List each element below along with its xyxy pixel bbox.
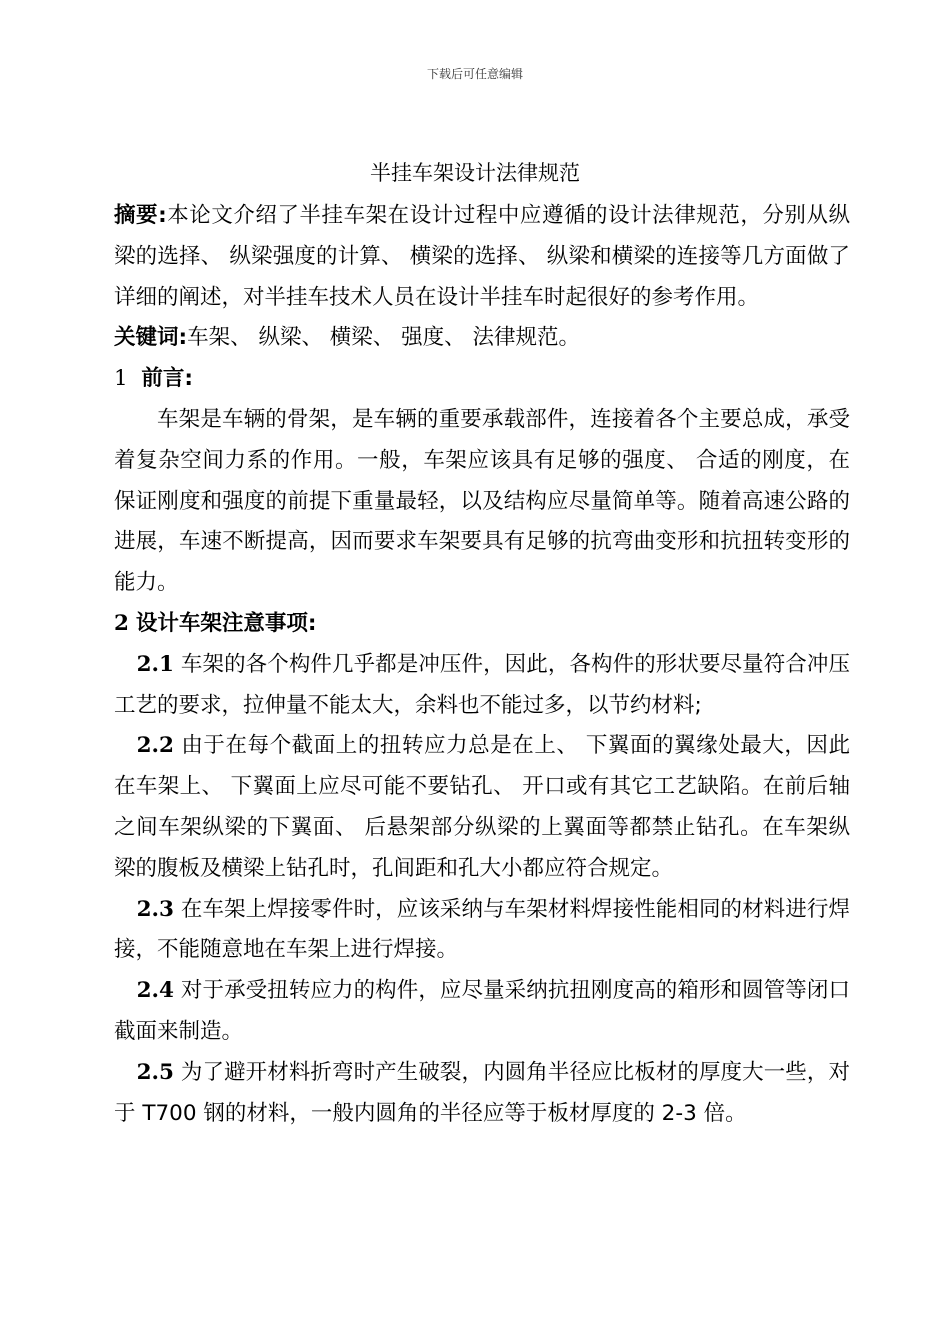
list-item-2-2 [114,726,850,889]
keywords-label: 关键词: [114,325,188,351]
item-text: 在车架上焊接零件时，应该采纳与车架材料焊接性能相同的材料进行焊接，不能随意地在车架上进行焊接。 [114,896,850,963]
abstract-label: 摘要: [114,203,167,228]
abstract-paragraph [114,196,850,318]
item-number: 2.2 [136,733,174,759]
section-2-heading [114,604,850,645]
item-text: 车架的各个构件几乎都是冲压件，因此，各构件的形状要尽量符合冲压工艺的要求，拉伸量不能太大，余料也不能过多，以节约材料; [114,651,850,718]
section-1-heading [114,359,850,400]
abstract-text: 本论文介绍了半挂车架在设计过程中应遵循的设计法律规范，分别从纵梁的选择、 纵梁强度的计算、 横梁的选择、 纵梁和横梁的连接等几方面做了详细的阐述，对半挂车技术人员在设计半挂车时起很好的参考作用。 [114,203,850,310]
item-text: 对于承受扭转应力的构件，应尽量采纳抗扭刚度高的箱形和圆管等闭口截面来制造。 [114,978,850,1044]
section-1-paragraph: 车架是车辆的骨架，是车辆的重要承载部件，连接着各个主要总成，承受着复杂空间力系的作用。一般，车架应该具有足够的强度、 合适的刚度，在保证刚度和强度的前提下重量最轻，以及结构应尽量简单等。随着高速公路的进展，车速不断提高，因而要求车架要具有足够的抗弯曲变形和抗扭转变形的能力。 [114,406,850,596]
list-item-2-1 [114,645,850,727]
list-item-2-3 [114,890,850,972]
section-1-title: 前言: [141,366,193,392]
document-body [114,196,850,1134]
list-item-2-5 [114,1053,850,1135]
item-number: 2.5 [136,1059,174,1085]
keywords-text: 车架、 纵梁、 横梁、 强度、 法律规范。 [187,325,580,351]
page-title: 半挂车架设计法律规范 [370,161,580,185]
item-text: 由于在每个截面上的扭转应力总是在上、 下翼面的翼缘处最大，因此在车架上、 下翼面上应尽可能不要钻孔、 开口或有其它工艺缺陷。在前后轴之间车架纵梁的下翼面、 后悬架部分纵梁的上翼面等都禁止钻孔。在车架纵梁的腹板及横梁上钻孔时，孔间距和孔大小都应符合规定。 [114,733,850,881]
item-number: 2.3 [136,896,174,922]
section-1-number: 1 [114,366,128,392]
item-number: 2.4 [136,978,174,1004]
item-number: 2.1 [136,651,174,677]
item-text: 为了避开材料折弯时产生破裂，内圆角半径应比板材的厚度大一些，对于 T700 钢的材料，一般内圆角的半径应等于板材厚度的 2-3 倍。 [114,1059,850,1126]
section-2-number: 2 [114,610,129,636]
list-item-2-4 [114,971,850,1053]
section-2-title: 设计车架注意事项: [135,610,317,636]
header-note: 下载后可任意编辑 [426,67,523,81]
keywords-paragraph [114,318,850,359]
